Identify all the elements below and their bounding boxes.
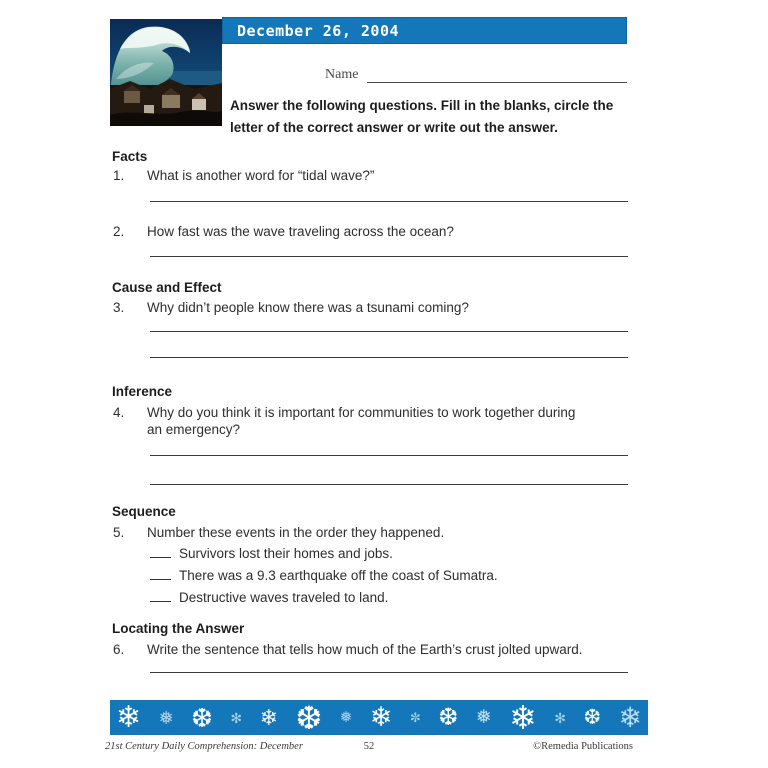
answer-line[interactable] bbox=[150, 184, 628, 202]
sequence-item-text: Survivors lost their homes and jobs. bbox=[179, 546, 393, 561]
answer-line[interactable] bbox=[150, 438, 628, 456]
section-heading-locating-the-answer: Locating the Answer bbox=[112, 621, 245, 636]
question-4 bbox=[110, 404, 632, 438]
answer-line[interactable] bbox=[150, 316, 628, 332]
footer-series-title: 21st Century Daily Comprehension: December bbox=[105, 741, 303, 752]
instructions bbox=[230, 95, 640, 139]
question-text: Why didn’t people know there was a tsunami coming? bbox=[147, 300, 469, 315]
sequence-blank[interactable] bbox=[150, 589, 171, 602]
question-text: What is another word for “tidal wave?” bbox=[147, 168, 375, 183]
section-heading-facts: Facts bbox=[112, 149, 148, 164]
snowflake-icon: ❄ bbox=[259, 704, 279, 730]
question-content bbox=[110, 142, 632, 673]
section-heading-inference: Inference bbox=[112, 384, 173, 399]
answer-line[interactable] bbox=[150, 658, 628, 673]
date-title: December 26, 2004 bbox=[237, 21, 400, 40]
answer-line[interactable] bbox=[150, 332, 628, 358]
section-heading-cause-and-effect: Cause and Effect bbox=[112, 280, 222, 295]
question-3 bbox=[110, 299, 632, 316]
answer-line[interactable] bbox=[150, 240, 628, 257]
sequence-item-text: There was a 9.3 earthquake off the coast of Sumatra. bbox=[179, 568, 498, 583]
snowflake-icon: ❆ bbox=[295, 700, 323, 735]
snowflake-icon: ✼ bbox=[409, 710, 421, 725]
snowflake-icon: ✻ bbox=[554, 709, 566, 726]
instructions-line-1: Answer the following questions. Fill in the blanks, circle the bbox=[230, 98, 614, 113]
snowflake-icon: ✻ bbox=[230, 709, 243, 726]
question-number: 3. bbox=[113, 300, 125, 315]
snowflake-icon: ❅ bbox=[475, 707, 492, 728]
question-number: 1. bbox=[113, 168, 125, 183]
snowflake-icon: ❆ bbox=[191, 702, 213, 733]
question-text: How fast was the wave traveling across the ocean? bbox=[147, 224, 454, 239]
question-text-line-1: Why do you think it is important for communities to work together during bbox=[147, 405, 576, 420]
name-label: Name bbox=[325, 67, 359, 82]
page-footer bbox=[105, 741, 633, 752]
tsunami-photo-art bbox=[110, 19, 222, 126]
snowflake-icon: ❆ bbox=[583, 706, 602, 729]
question-number: 6. bbox=[113, 642, 125, 657]
sequence-item bbox=[150, 589, 632, 606]
name-field-row bbox=[325, 64, 627, 83]
snowflake-icon: ❅ bbox=[158, 707, 174, 728]
tsunami-photo bbox=[110, 19, 222, 126]
question-text: Write the sentence that tells how much of the Earth’s crust jolted upward. bbox=[147, 642, 583, 657]
footer-page-number: 52 bbox=[363, 741, 375, 752]
question-text-line-2: an emergency? bbox=[147, 422, 241, 437]
sequence-item-text: Destructive waves traveled to land. bbox=[179, 590, 389, 605]
snowflake-icon: ❄ bbox=[116, 700, 142, 734]
sequence-blank[interactable] bbox=[150, 545, 171, 558]
date-title-bar bbox=[222, 17, 627, 44]
sequence-item bbox=[150, 567, 632, 584]
snowflake-icon: ❅ bbox=[339, 709, 353, 726]
snowflake-icon: ❄ bbox=[509, 700, 537, 735]
question-text bbox=[147, 404, 632, 438]
footer-publisher: ©Remedia Publications bbox=[533, 741, 633, 752]
question-2 bbox=[110, 223, 632, 240]
question-number: 5. bbox=[113, 525, 125, 540]
snowflake-icon: ❄ bbox=[369, 702, 393, 732]
snowflake-icon: ❄ bbox=[618, 701, 642, 733]
answer-line[interactable] bbox=[150, 456, 628, 485]
sequence-blank[interactable] bbox=[150, 567, 171, 580]
question-6 bbox=[110, 641, 632, 658]
question-5 bbox=[110, 524, 632, 541]
snowflake-band bbox=[110, 700, 648, 735]
snowflake-icon: ❆ bbox=[438, 703, 459, 731]
question-number: 2. bbox=[113, 224, 125, 239]
name-input-line[interactable] bbox=[367, 64, 627, 83]
section-heading-sequence: Sequence bbox=[112, 504, 176, 519]
instructions-line-2: letter of the correct answer or write out the answer. bbox=[230, 120, 558, 135]
question-number: 4. bbox=[113, 405, 125, 420]
sequence-item bbox=[150, 545, 632, 562]
question-text: Number these events in the order they happened. bbox=[147, 525, 445, 540]
question-1 bbox=[110, 167, 632, 184]
